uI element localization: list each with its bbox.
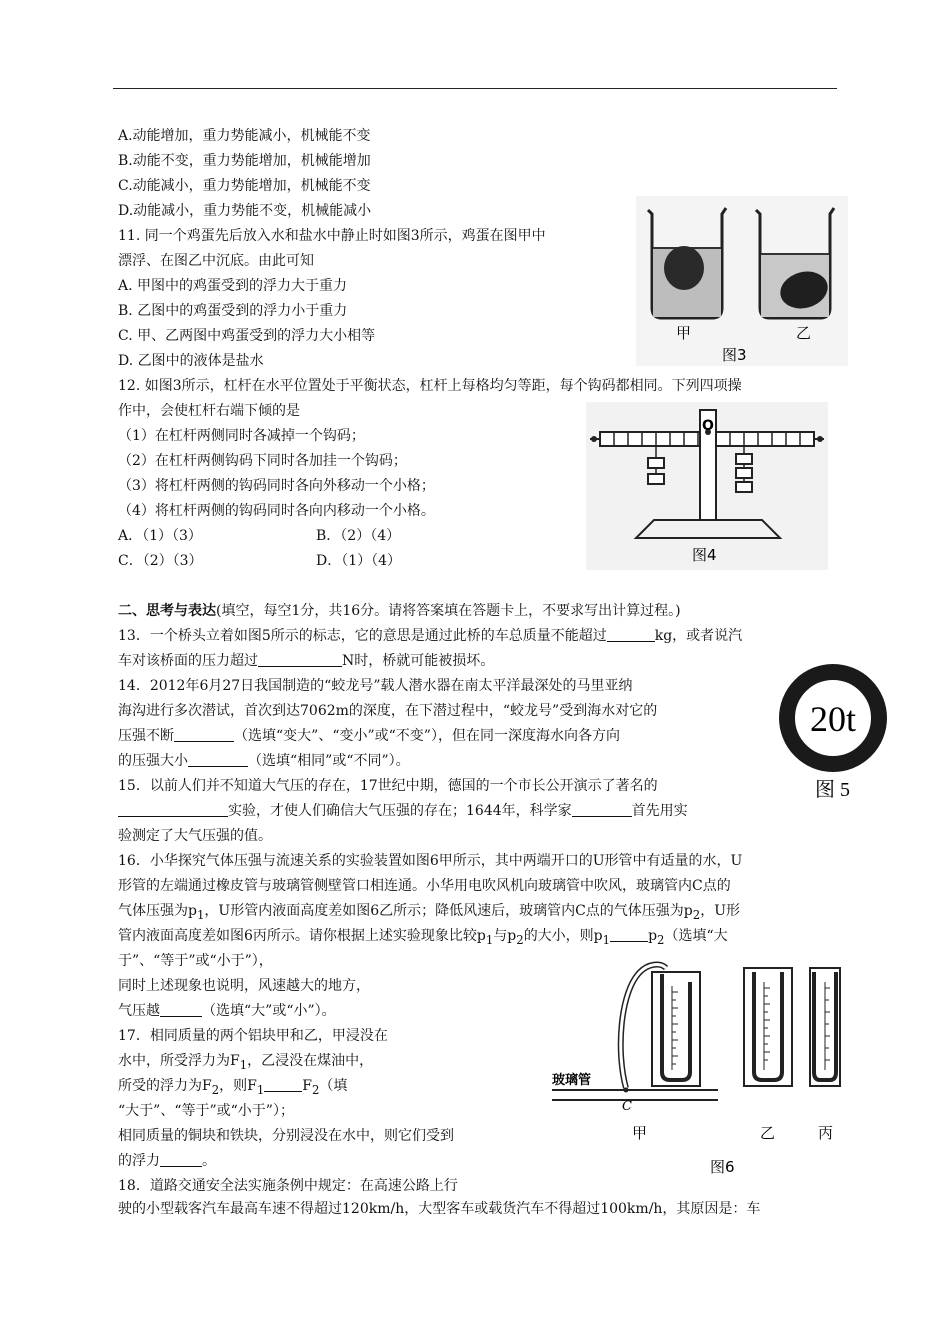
fig4-pivot-label: O bbox=[702, 418, 714, 434]
fig6-caption: 图6 bbox=[710, 1158, 735, 1176]
section-2-note: (填空，每空1分，共16分。请将答案填在答题卡上，不要求写出计算过程。) bbox=[216, 603, 681, 619]
q12-stem-1: 12. 如图3所示，杠杆在水平位置处于平衡状态，杠杆上每格均匀等距，每个钩码都相同。下列四项操 bbox=[118, 378, 742, 394]
figure-6 bbox=[548, 952, 844, 1180]
q10-option-a: A.动能增加，重力势能减小，机械能不变 bbox=[118, 128, 371, 144]
q16-line-2: 形管的左端通过橡皮管与玻璃管侧壁管口相连通。小华用电吹风机向玻璃管中吹风，玻璃管内C点的 bbox=[118, 878, 731, 894]
section-2-heading bbox=[118, 601, 681, 621]
q17-sub: 2 bbox=[211, 1082, 220, 1097]
q14-line-4 bbox=[118, 751, 410, 771]
q16-sub: 1 bbox=[602, 932, 611, 947]
q14-line-2: 海沟进行多次潜试，首次到达7062m的深度，在下潜过程中，“蛟龙号”受到海水对它的 bbox=[118, 703, 658, 719]
q18-line-2: 驶的小型载客汽车最高车速不得超过120km/h，大型客车或载货汽车不得超过100km/h，其原因是：车 bbox=[118, 1201, 761, 1217]
left-weight bbox=[648, 474, 664, 484]
q17-text: F bbox=[302, 1078, 312, 1094]
q16-sub: 1 bbox=[196, 907, 205, 922]
q17-text: ，乙浸没在煤油中， bbox=[247, 1053, 374, 1069]
q17-text: ，则F bbox=[219, 1078, 257, 1094]
q13-blank-2[interactable] bbox=[258, 652, 342, 667]
q12-choice-c: C．（2）（3） bbox=[118, 553, 203, 569]
q12-stem-2: 作中，会使杠杆右端下倾的是 bbox=[118, 403, 300, 419]
q17-text: （填 bbox=[319, 1078, 348, 1094]
q12-item-1: （1）在杠杆两侧同时各减掉一个钩码； bbox=[118, 428, 365, 444]
q13-unit-2: N时，桥就可能被损坏。 bbox=[342, 653, 495, 669]
sign-text: 20t bbox=[809, 699, 857, 739]
q10-option-b: B.动能不变，重力势能增加，机械能增加 bbox=[118, 153, 371, 169]
q12-choice-d: D．（1）（4） bbox=[316, 553, 402, 569]
q12-item-3: （3）将杠杆两侧的钩码同时各向外移动一个小格； bbox=[118, 478, 435, 494]
q13-line-1 bbox=[118, 626, 742, 646]
q15-line-1: 15．以前人们并不知道大气压的存在，17世纪中期，德国的一个市长公开演示了著名的 bbox=[118, 778, 658, 794]
q16-blank-1[interactable] bbox=[610, 927, 648, 942]
q13-line-2 bbox=[118, 651, 494, 671]
q16-text: （选填“大”或“小”）。 bbox=[202, 1003, 336, 1019]
q16-text: ，U形 bbox=[700, 903, 741, 919]
q14-text-3b: （选填“变大”、“变小”或“不变”），但在同一深度海水向各方向 bbox=[234, 728, 620, 744]
q17-sub: 2 bbox=[312, 1082, 320, 1097]
q14-line-1: 14．2012年6月27日我国制造的“蛟龙号”载人潜水器在南太平洋最深处的马里亚纳 bbox=[118, 678, 633, 694]
q17-line-6 bbox=[118, 1151, 216, 1171]
q17-line-3 bbox=[118, 1076, 347, 1100]
q15-text-2b: 实验，才使人们确信大气压强的存在；1644年，科学家 bbox=[228, 803, 572, 819]
floating-egg bbox=[664, 246, 704, 290]
q15-blank-1[interactable] bbox=[118, 802, 228, 817]
fig6-label-a: 甲 bbox=[632, 1124, 648, 1142]
q17-sub: 1 bbox=[239, 1057, 248, 1072]
q10-option-d: D.动能减小，重力势能不变，机械能减小 bbox=[118, 203, 372, 219]
q15-line-3: 验测定了大气压强的值。 bbox=[118, 828, 272, 844]
q14-text-4b: （选填“相同”或“不同”）。 bbox=[248, 753, 410, 769]
q13-text-2: 车对该桥面的压力超过 bbox=[118, 653, 258, 669]
q17-line-5: 相同质量的铜块和铁块，分别浸没在水中，则它们受到 bbox=[118, 1128, 454, 1144]
fig5-caption: 图 5 bbox=[815, 779, 850, 801]
figure-5 bbox=[779, 660, 891, 802]
fig4-caption: 图4 bbox=[692, 546, 717, 564]
q15-line-2 bbox=[118, 801, 688, 821]
q11-option-b: B. 乙图中的鸡蛋受到的浮力小于重力 bbox=[118, 303, 348, 319]
q13-text-1: 13．一个桥头立着如图5所示的标志，它的意思是通过此桥的车总质量不能超过 bbox=[118, 628, 607, 644]
q16-text: （选填“大 bbox=[664, 928, 728, 944]
q12-choice-b: B．（2）（4） bbox=[316, 528, 401, 544]
q16-line-4 bbox=[118, 926, 728, 950]
q17-text: 。 bbox=[202, 1153, 216, 1169]
q16-text: 气体压强为p bbox=[118, 903, 197, 919]
u-tube-c bbox=[810, 968, 840, 1086]
left-weight bbox=[648, 458, 664, 468]
q11-option-a: A. 甲图中的鸡蛋受到的浮力大于重力 bbox=[118, 278, 348, 294]
q16-text: 气压越 bbox=[118, 1003, 160, 1019]
q13-blank-1[interactable] bbox=[607, 627, 655, 642]
q12-item-2: （2）在杠杆两侧钩码下同时各加挂一个钩码； bbox=[118, 453, 407, 469]
q13-unit-1: kg，或者说汽 bbox=[654, 628, 743, 644]
q16-sub: 2 bbox=[657, 932, 665, 947]
q17-blank-2[interactable] bbox=[160, 1152, 202, 1167]
q16-line-5: 于”、“等于”或“小于”）， bbox=[118, 953, 273, 969]
q11-option-d: D. 乙图中的液体是盐水 bbox=[118, 353, 264, 369]
q14-blank-1[interactable] bbox=[174, 727, 234, 742]
q15-blank-2[interactable] bbox=[572, 802, 632, 817]
q16-line-6: 同时上述现象也说明，风速越大的地方， bbox=[118, 978, 370, 994]
q12-choice-a: A．（1）（3） bbox=[118, 528, 202, 544]
q17-sub: 1 bbox=[256, 1082, 265, 1097]
figure-4 bbox=[586, 402, 828, 570]
q16-text: 的大小，则p bbox=[523, 928, 603, 944]
q10-option-c: C.动能减小，重力势能增加，机械能不变 bbox=[118, 178, 371, 194]
q12-item-4: （4）将杠杆两侧的钩码同时各向内移动一个小格。 bbox=[118, 503, 435, 519]
q16-line-1: 16．小华探究气体压强与流速关系的实验装置如图6甲所示，其中两端开口的U形管中有适量的水，U bbox=[118, 853, 743, 869]
q17-line-2 bbox=[118, 1051, 373, 1075]
fig3-caption: 图3 bbox=[722, 346, 747, 364]
fig6-label-b: 乙 bbox=[760, 1124, 776, 1142]
q16-text: p bbox=[648, 928, 658, 944]
q16-sub: 1 bbox=[485, 932, 494, 947]
q18-line-1: 18．道路交通安全法实施条例中规定：在高速公路上行 bbox=[118, 1178, 458, 1194]
fig3-label-right: 乙 bbox=[796, 324, 812, 342]
q17-text: 的浮力 bbox=[118, 1153, 160, 1169]
q17-line-4: “大于”、“等于”或“小于”）； bbox=[118, 1103, 294, 1119]
q16-sub: 2 bbox=[692, 907, 701, 922]
q16-text: 与p bbox=[493, 928, 517, 944]
q16-blank-2[interactable] bbox=[160, 1002, 202, 1017]
q14-blank-2[interactable] bbox=[188, 752, 248, 767]
right-weight bbox=[736, 454, 752, 464]
glass-tube-label: 玻璃管 bbox=[552, 1073, 592, 1088]
q17-text: 水中，所受浮力为F bbox=[118, 1053, 240, 1069]
q14-text-4a: 的压强大小 bbox=[118, 753, 188, 769]
q16-line-3 bbox=[118, 901, 740, 925]
fig3-label-left: 甲 bbox=[676, 324, 692, 342]
q16-line-7 bbox=[118, 1001, 336, 1021]
q11-option-c: C. 甲、乙两图中鸡蛋受到的浮力大小相等 bbox=[118, 328, 376, 344]
q17-line-1: 17．相同质量的两个铝块甲和乙，甲浸没在 bbox=[118, 1028, 388, 1044]
header-rule bbox=[113, 88, 837, 89]
q16-text: ，U形管内液面高度差如图6乙所示；降低风速后，玻璃管内C点的气体压强为p bbox=[204, 903, 693, 919]
q16-text: 管内液面高度差如图6丙所示。请你根据上述实验现象比较p bbox=[118, 928, 486, 944]
q16-sub: 2 bbox=[516, 932, 524, 947]
fig6-label-c: 丙 bbox=[818, 1124, 834, 1142]
q14-text-3a: 压强不断 bbox=[118, 728, 174, 744]
q17-text: 所受的浮力为F bbox=[118, 1078, 212, 1094]
q11-stem-1: 11. 同一个鸡蛋先后放入水和盐水中静止时如图3所示，鸡蛋在图甲中 bbox=[118, 228, 546, 244]
point-c-label: C bbox=[622, 1099, 632, 1114]
q15-text-2c: 首先用实 bbox=[631, 803, 688, 819]
right-weight bbox=[736, 482, 752, 492]
right-weight bbox=[736, 468, 752, 478]
q11-stem-2: 漂浮、在图乙中沉底。由此可知 bbox=[118, 253, 314, 269]
u-tube-a bbox=[652, 972, 700, 1086]
u-tube-b bbox=[744, 968, 792, 1086]
q17-blank-1[interactable] bbox=[264, 1077, 302, 1092]
section-2-title: 二、思考与表达 bbox=[118, 603, 216, 619]
q14-line-3 bbox=[118, 726, 620, 746]
figure-3 bbox=[636, 196, 848, 366]
